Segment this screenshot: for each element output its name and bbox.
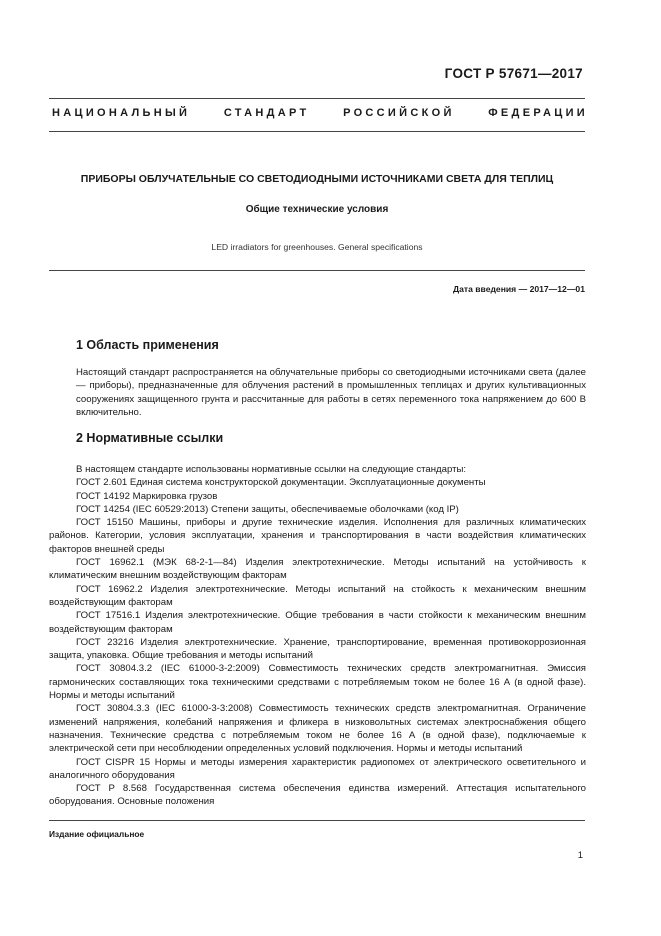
reference-item: ГОСТ 23216 Изделия электротехнические. Хранение, транспортирование, временная противокоррозионная защита, упаковка. Общие требования и методы испытаний: [49, 636, 586, 662]
reference-item: ГОСТ CISPR 15 Нормы и методы измерения характеристик радиопомех от электрического осветительного и аналогичного оборудования: [49, 756, 586, 781]
reference-item: ГОСТ 16962.2 Изделия электротехнические. Методы испытаний на стойкость к механическим внешним воздействующим факторам: [49, 583, 586, 608]
reference-item: ГОСТ 30804.3.3 (IEC 61000-3-3:2008) Совместимость технических средств электромагнитная. Ограничение изменений напряжения, колебаний напряжения и фликера в низковольтных системах электроснабжения общего назначения. Технические средства с потребляемым током не более 16 А (в одной фазе), подключаемые к электрической сети при несоблюдении определенных условий подключения. Нормы и методы испытаний: [49, 703, 586, 755]
reference-item: ГОСТ 30804.3.2 (IEC 61000-3-2:2009) Совместимость технических средств электромагнитная. Эмиссия гармонических составляющих тока техническими средствами с потребляемым током не более 16 А (в одной фазе). Нормы и методы испытаний: [49, 663, 586, 702]
reference-item: ГОСТ 16962.1 (МЭК 68-2-1—84) Изделия электротехнические. Методы испытаний на устойчивость к климатическим внешним воздействующим факторам: [49, 557, 586, 582]
reference-item: ГОСТ 2.601 Единая система конструкторской документации. Эксплуатационные документы: [76, 477, 486, 489]
title-divider: [49, 131, 585, 132]
standard-title: НАЦИОНАЛЬНЫЙ СТАНДАРТ РОССИЙСКОЙ ФЕДЕРАЦИИ: [52, 107, 588, 119]
section-1-heading: 1 Область применения: [76, 338, 219, 352]
english-title: LED irradiators for greenhouses. General specifications: [211, 242, 423, 252]
document-code: ГОСТ Р 57671—2017: [444, 66, 583, 81]
document-title: ПРИБОРЫ ОБЛУЧАТЕЛЬНЫЕ СО СВЕТОДИОДНЫМИ ИСТОЧНИКАМИ СВЕТА ДЛЯ ТЕПЛИЦ: [80, 173, 554, 185]
footer-divider: [49, 820, 585, 821]
document-subtitle: Общие технические условия: [245, 204, 389, 215]
section-1-text: Настоящий стандарт распространяется на облучательные приборы со светодиодными источниками света (далее — приборы), предназначенные для облучения растений в промышленных теплицах и других культивационных сооружениях защищенного грунта и рассчитанные для работы в сетях переменного тока напряжением до 600 В включительно.: [76, 367, 586, 418]
date-divider: [49, 270, 585, 271]
references-list: [49, 463, 586, 809]
references-intro: В настоящем стандарте использованы нормативные ссылки на следующие стандарты:: [76, 464, 467, 475]
edition-label: Издание официальное: [49, 829, 145, 839]
reference-item: ГОСТ Р 8.568 Государственная система обеспечения единства измерений. Аттестация испытательного оборудования. Основные положения: [49, 783, 586, 808]
page-number: 1: [577, 850, 583, 861]
reference-item: ГОСТ 17516.1 Изделия электротехнические. Общие требования в части стойкости к механическим внешним воздействующим факторам: [49, 610, 586, 635]
top-divider: [49, 98, 585, 99]
reference-item: ГОСТ 14192 Маркировка грузов: [76, 490, 218, 502]
introduction-date: Дата введения — 2017—12—01: [452, 284, 585, 294]
reference-item: ГОСТ 15150 Машины, приборы и другие технические изделия. Исполнения для различных климатических районов. Категории, условия эксплуатации, хранения и транспортирования в части воздействия климатических факторов внешней среды: [49, 517, 586, 555]
reference-item: ГОСТ 14254 (IEC 60529:2013) Степени защиты, обеспечиваемые оболочками (код IP): [76, 503, 459, 515]
section-2-heading: 2 Нормативные ссылки: [76, 431, 224, 445]
